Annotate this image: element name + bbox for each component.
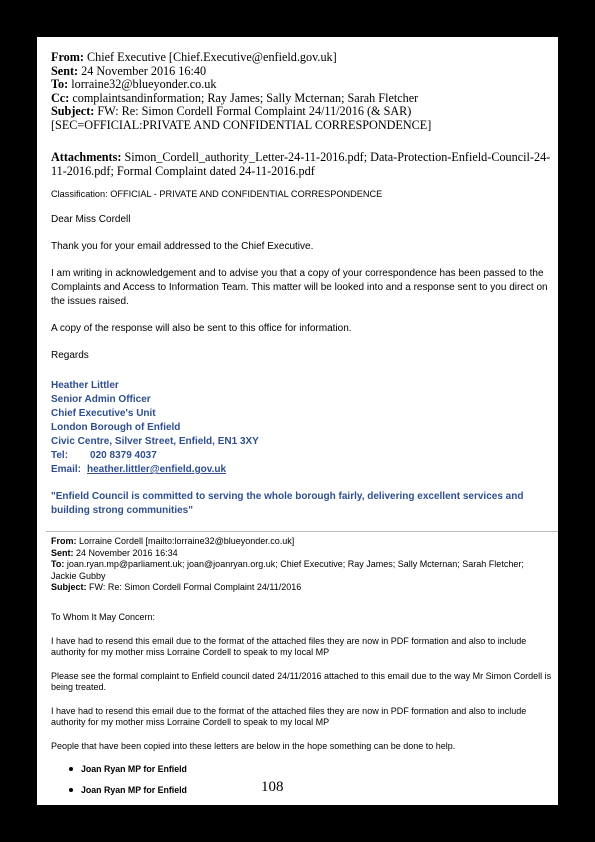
signature-tel: Tel: 020 8379 4037 — [51, 450, 157, 461]
document-page — [37, 37, 558, 805]
sent-line: Sent: 24 November 2016 16:34 — [51, 547, 178, 558]
sent-value: 24 November 2016 16:40 — [81, 63, 207, 78]
paragraph: Please see the formal complaint to Enfield council dated 24/11/2016 attached to this email due to the way Mr Simon Cordell is being treated. — [51, 670, 552, 693]
signature-email: Email: heather.littler@enfield.gov.uk — [51, 464, 227, 475]
email-header-forwarded — [51, 536, 551, 594]
bullet-icon — [69, 788, 73, 792]
greeting: To Whom It May Concern: — [51, 612, 156, 622]
signature-block — [51, 379, 259, 477]
cc-line: Cc: complaintsandinformation; Ray James; Sally Mcternan; Sarah Fletcher — [51, 90, 419, 105]
council-motto: "Enfield Council is committed to serving the whole borough fairly, delivering excellent services and building strong communities" — [51, 491, 524, 516]
page-number: 108 — [261, 779, 284, 795]
signature-name: Heather Littler — [51, 380, 119, 391]
to-line: To: lorraine32@blueyonder.co.uk — [51, 77, 217, 91]
closing: Regards — [51, 350, 89, 362]
signature-title: Senior Admin Officer — [51, 394, 151, 405]
from-line: From: Lorraine Cordell [mailto:lorraine32@blueyonder.co.uk] — [51, 536, 295, 546]
to-value: lorraine32@blueyonder.co.uk — [71, 77, 217, 91]
signature-address: Civic Centre, Silver Street, Enfield, EN1 3XY — [51, 436, 259, 447]
sent-line: Sent: 24 November 2016 16:40 — [51, 63, 207, 78]
paragraph: Thank you for your email addressed to the Chief Executive. — [51, 241, 314, 253]
attachments-value: Simon_Cordell_authority_Letter-24-11-2016.pdf; Data-Protection-Enfield-Council-24-11-2016.pdf; Formal Complaint dated 24-11-2016.pdf — [51, 150, 551, 178]
signature-org: London Borough of Enfield — [51, 422, 181, 433]
email-body-forwarded — [51, 612, 556, 765]
signature-unit: Chief Executive's Unit — [51, 408, 156, 419]
email-body-primary — [51, 213, 551, 376]
from-line: From: Chief Executive [Chief.Executive@enfield.gov.uk] — [51, 50, 337, 64]
cc-value: complaintsandinformation; Ray James; Sally Mcternan; Sarah Fletcher — [72, 90, 419, 105]
recipient-list — [67, 764, 187, 805]
from-value: Chief Executive [Chief.Executive@enfield.gov.uk] — [87, 50, 337, 64]
paragraph: People that have been copied into these letters are below in the hope something can be done to help. — [51, 741, 456, 752]
greeting: Dear Miss Cordell — [51, 214, 131, 225]
bullet-icon — [69, 767, 73, 771]
attachments-line: Attachments: Simon_Cordell_authority_Letter-24-11-2016.pdf; Data-Protection-Enfield-Council-24-11-2016.pdf; Formal Complaint dated 24-11-2016.pdf — [51, 150, 551, 178]
subject-value: FW: Re: Simon Cordell Formal Complaint 24/11/2016 (& SAR) [SEC=OFFICIAL:PRIVATE AND CONFIDENTIAL CORRESPONDENCE] — [51, 104, 432, 132]
paragraph: I have had to resend this email due to the format of the attached files they are now in PDF formation and also to include authority for my mother miss Lorraine Cordell to speak to my local MP — [51, 635, 527, 658]
divider — [46, 531, 558, 532]
to-line: To: joan.ryan.mp@parliament.uk; joan@joanryan.org.uk; Chief Executive; Ray James; Sally Mcternan; Sarah Fletcher; Jackie Gubby — [51, 559, 524, 581]
paragraph: A copy of the response will also be sent to this office for information. — [51, 323, 352, 335]
tel-number: 020 8379 4037 — [90, 450, 157, 461]
paragraph: I have had to resend this email due to the format of the attached files they are now in PDF formation and also to include authority for my mother miss Lorraine Cordell to speak to my local MP — [51, 705, 527, 728]
subject-line: Subject: FW: Re: Simon Cordell Formal Complaint 24/11/2016 (& SAR) [SEC=OFFICIAL:PRIVATE AND CONFIDENTIAL CORRESPONDENCE] — [51, 104, 432, 132]
email-header-primary — [51, 51, 551, 132]
list-item: Joan Ryan MP for Enfield — [67, 764, 187, 785]
list-item: Joan Ryan MP for Enfield — [67, 785, 187, 805]
subject-line: Subject: FW: Re: Simon Cordell Formal Complaint 24/11/2016 — [51, 582, 302, 593]
email-link[interactable]: heather.littler@enfield.gov.uk — [87, 464, 227, 475]
classification-text: Classification: OFFICIAL - PRIVATE AND CONFIDENTIAL CORRESPONDENCE — [51, 189, 383, 199]
paragraph: I am writing in acknowledgement and to advise you that a copy of your correspondence has been passed to the Complaints and Access to Information Team. This matter will be looked into and a response sent to you direct on the issues raised. — [51, 268, 548, 307]
